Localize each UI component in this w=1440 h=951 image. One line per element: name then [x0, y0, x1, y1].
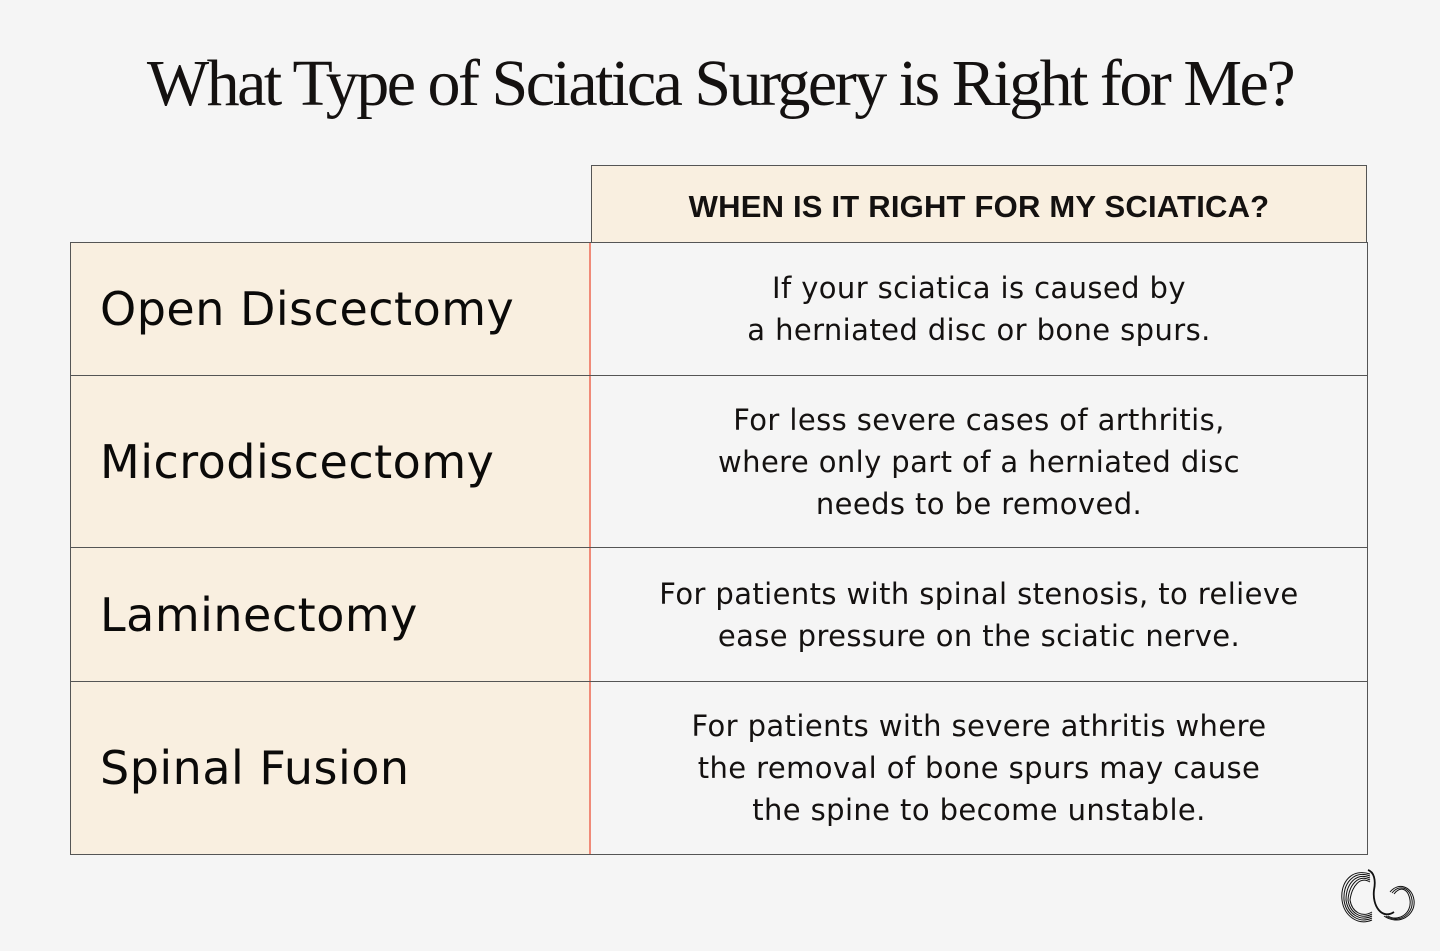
description-line: the spine to become unstable.: [752, 793, 1206, 827]
surgery-description: [591, 682, 1367, 854]
table-row: [71, 243, 1367, 376]
description-line: ease pressure on the sciatic nerve.: [717, 618, 1241, 653]
brand-logo-icon: [1338, 866, 1418, 930]
table-row: [71, 548, 1367, 682]
surgery-name: Spinal Fusion: [71, 682, 591, 854]
description-line: a herniated disc or bone spurs.: [747, 313, 1211, 347]
description-line: where only part of a herniated disc: [718, 444, 1240, 479]
description-line: If your sciatica is caused by: [772, 271, 1186, 305]
description-line: For less severe cases of arthritis,: [733, 402, 1225, 437]
surgery-description: [591, 376, 1367, 547]
surgery-name: Open Discectomy: [71, 243, 591, 375]
table-body: [70, 242, 1368, 855]
page-title: What Type of Sciatica Surgery is Right for Me?: [146, 47, 1294, 120]
description-line: needs to be removed.: [815, 486, 1143, 521]
description-line: For patients with spinal stenosis, to relieve: [659, 576, 1299, 611]
surgery-name: Microdiscectomy: [71, 376, 591, 547]
description-line: the removal of bone spurs may cause: [697, 751, 1261, 785]
table-row: [71, 376, 1367, 548]
surgery-name: Laminectomy: [71, 548, 591, 681]
table-row: [71, 682, 1367, 854]
surgery-description: [591, 548, 1367, 681]
column-header: WHEN IS IT RIGHT FOR MY SCIATICA?: [591, 165, 1367, 242]
description-line: For patients with severe athritis where: [691, 709, 1267, 743]
surgery-description: [591, 243, 1367, 375]
